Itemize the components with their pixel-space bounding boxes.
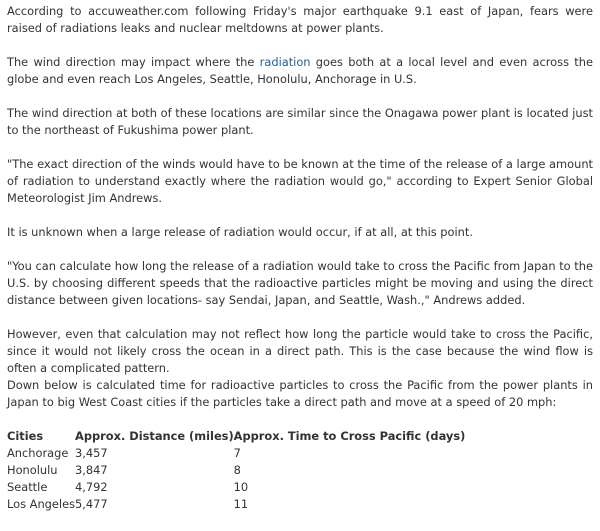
cell-city: Anchorage [7, 446, 69, 460]
cell-city: Seattle [7, 480, 48, 494]
cell-time: 11 [233, 497, 249, 511]
paragraph-quote-andrews: "The exact direction of the winds would have to be known at the time of the release of a large amount of radiation to understand exactly where the radiation would go," according to Expert Senior Global Meteorologist Jim Andrews. [7, 157, 593, 205]
header-distance: Approx. Distance (miles) [75, 429, 234, 443]
paragraph-wind-direction-text-end: goes both at a local level and even across the globe and even reach Los Angeles, Seattle, Honolulu, Anchorage in U.S. [7, 55, 593, 86]
table-header-row [7, 428, 465, 445]
radiation-link[interactable]: radiation [259, 55, 311, 69]
cell-distance: 3,457 [75, 446, 108, 460]
cell-distance: 3,847 [75, 463, 108, 477]
cell-city: Los Angeles [7, 497, 76, 511]
cell-time: 8 [233, 463, 241, 477]
cell-distance: 5,477 [75, 497, 108, 511]
table-row [7, 462, 465, 479]
paragraph-calculation-quote: "You can calculate how long the release of a radiation would take to cross the Pacific from Japan to the U.S. by choosing different speeds that the radioactive particles might be moving and using the direct distance between given locations- say Sendai, Japan, and Seattle, Wash.," Andrews added. [7, 259, 593, 307]
paragraph-onagawa: The wind direction at both of these locations are similar since the Onagawa power plant is located just to the northeast of Fukushima power plant. [7, 106, 593, 137]
table-row [7, 496, 465, 513]
paragraph-unknown-release: It is unknown when a large release of radiation would occur, if at all, at this point. [7, 225, 473, 239]
cell-time: 7 [233, 446, 241, 460]
cell-time: 10 [233, 480, 249, 494]
distance-table [7, 428, 465, 513]
header-cities: Cities [7, 429, 44, 443]
paragraph-intro: According to accuweather.com following Friday's major earthquake 9.1 east of Japan, fears were raised of radiations leaks and nuclear meltdowns at power plants. [7, 4, 593, 35]
paragraph-table-intro: Down below is calculated time for radioactive particles to cross the Pacific from the power plants in Japan to big West Coast cities if the particles take a direct path and move at a speed of 20 mph: [7, 378, 593, 409]
table-row [7, 445, 465, 462]
paragraph-wind-direction [7, 54, 593, 88]
cell-distance: 4,792 [75, 480, 108, 494]
cell-city: Honolulu [7, 463, 58, 477]
table-row [7, 479, 465, 496]
paragraph-wind-direction-text-start: The wind direction may impact where the [7, 55, 260, 69]
header-time: Approx. Time to Cross Pacific (days) [233, 429, 466, 443]
paragraph-calculation-caveat: However, even that calculation may not reflect how long the particle would take to cross the Pacific, since it would not likely cross the ocean in a direct path. This is the case because the wind flow is often a complicated pattern. [7, 327, 593, 375]
